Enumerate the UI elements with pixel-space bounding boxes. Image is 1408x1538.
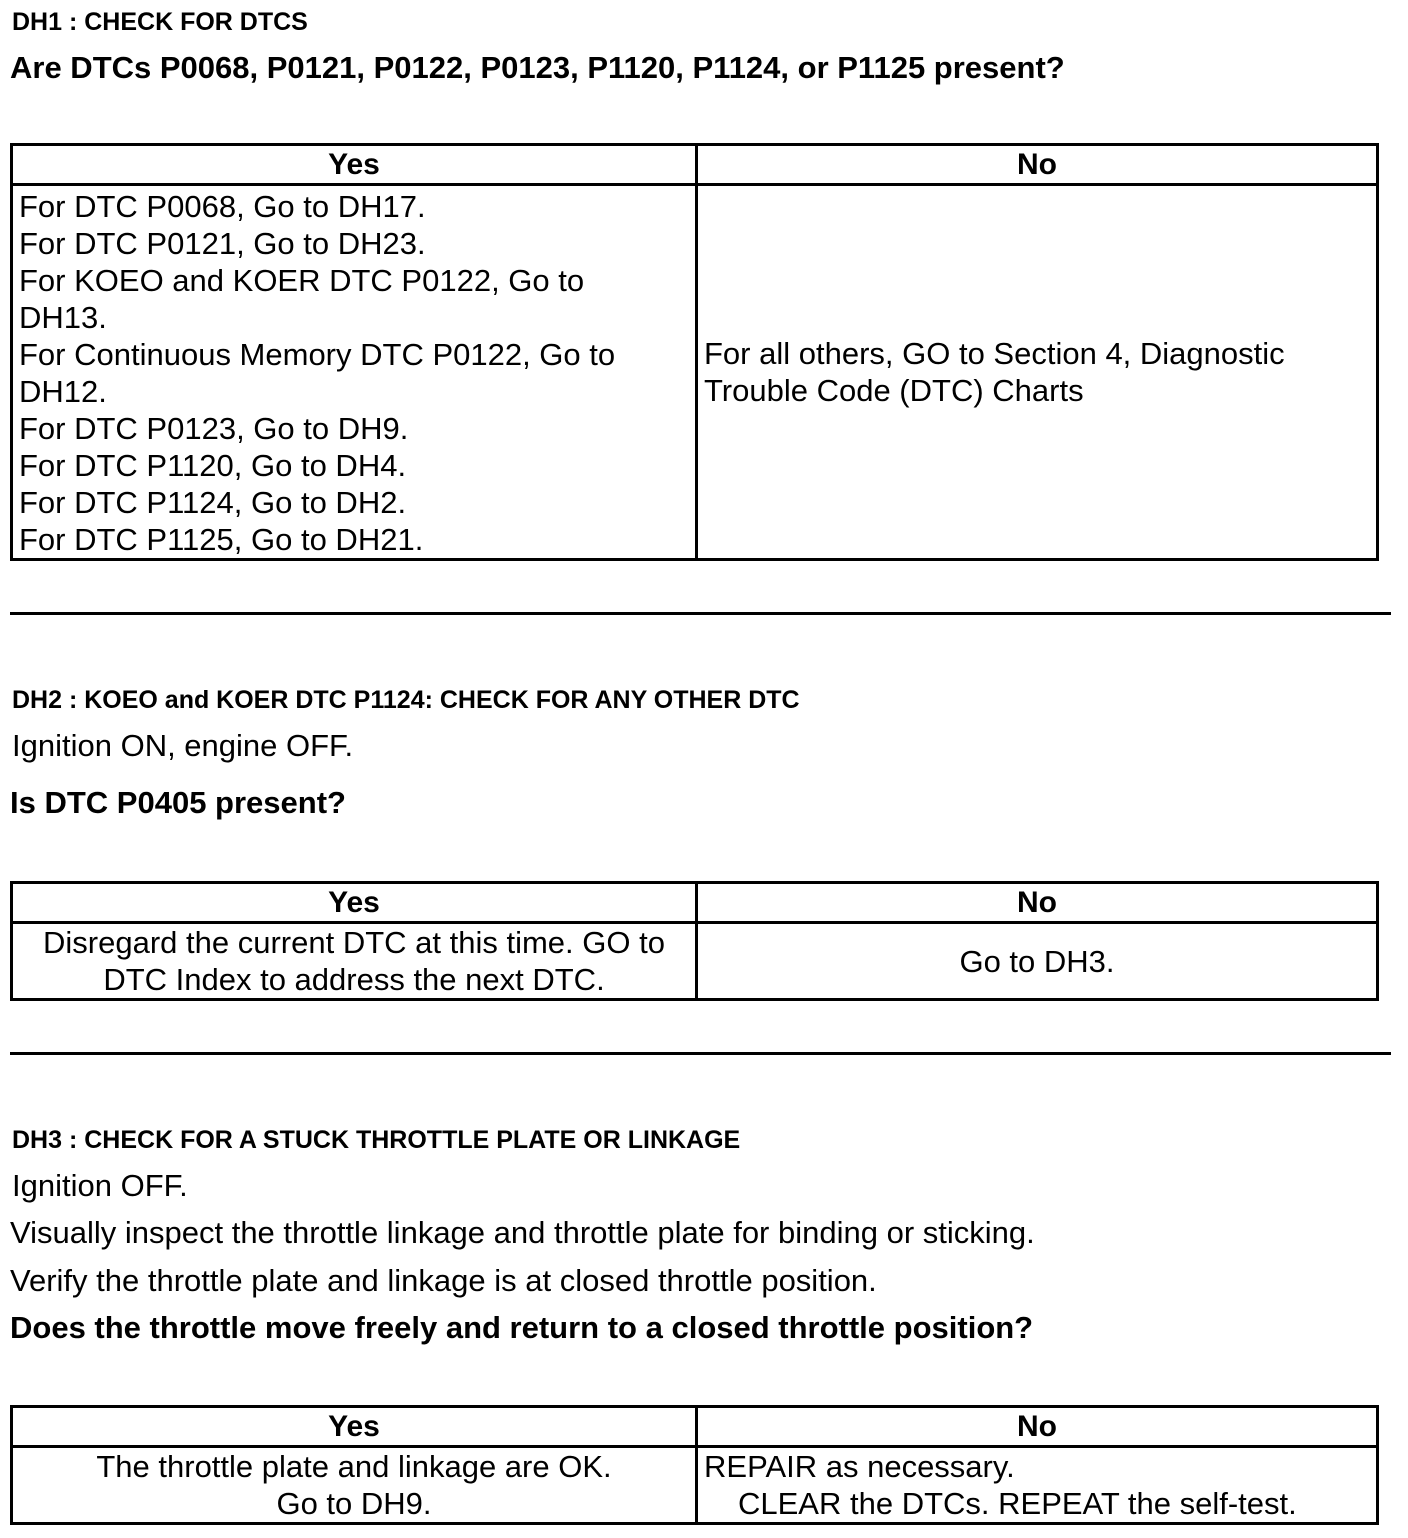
dh3-table [10,1405,1379,1525]
yes-line: DTC Index to address the next DTC. [103,962,605,997]
dh3-step: Ignition OFF. [12,1168,188,1203]
dh3-question: Does the throttle move freely and return to a closed throttle position? [10,1310,1034,1345]
section-divider [10,612,1391,615]
dh1-heading: DH1 : CHECK FOR DTCS [12,8,308,36]
no-cell [697,923,1378,1000]
no-cell [697,185,1378,560]
yes-header: Yes [12,1407,697,1447]
yes-line: DH13. [19,300,107,335]
yes-line: For DTC P1120, Go to DH4. [19,448,407,483]
no-header: No [697,883,1378,923]
yes-line: For Continuous Memory DTC P0122, Go to [19,337,616,372]
yes-header: Yes [12,145,697,185]
yes-line: For DTC P0068, Go to DH17. [19,189,426,224]
dh2-question: Is DTC P0405 present? [10,785,346,820]
dh3-step: Visually inspect the throttle linkage and throttle plate for binding or sticking. [10,1215,1035,1250]
yes-line: Go to DH9. [276,1486,432,1521]
no-line: Go to DH3. [959,943,1115,979]
yes-line: For DTC P0123, Go to DH9. [19,411,409,446]
yes-cell [12,1447,697,1524]
dh1-table [10,143,1379,561]
section-divider [10,1052,1391,1055]
dh2-table [10,881,1379,1001]
yes-line: For KOEO and KOER DTC P0122, Go to [19,263,585,298]
yes-line: The throttle plate and linkage are OK. [96,1449,612,1484]
no-header: No [697,1407,1378,1447]
dh1-question: Are DTCs P0068, P0121, P0122, P0123, P1120, P1124, or P1125 present? [10,50,1065,85]
yes-line: For DTC P1124, Go to DH2. [19,485,407,520]
yes-line: For DTC P1125, Go to DH21. [19,522,424,557]
no-line: For all others, GO to Section 4, Diagnostic [704,336,1285,371]
no-header: No [697,145,1378,185]
yes-line: Disregard the current DTC at this time. GO to [43,925,665,960]
no-line: REPAIR as necessary. [704,1449,1015,1484]
no-cell [697,1447,1378,1524]
no-line: Trouble Code (DTC) Charts [704,373,1084,408]
dh3-step: Verify the throttle plate and linkage is at closed throttle position. [10,1263,877,1298]
yes-cell [12,185,697,560]
yes-line: DH12. [19,374,107,409]
no-line: CLEAR the DTCs. REPEAT the self-test. [738,1486,1297,1521]
dh2-heading: DH2 : KOEO and KOER DTC P1124: CHECK FOR ANY OTHER DTC [12,686,800,714]
dh3-heading: DH3 : CHECK FOR A STUCK THROTTLE PLATE OR LINKAGE [12,1126,741,1154]
dh2-step: Ignition ON, engine OFF. [12,728,354,763]
yes-cell [12,923,697,1000]
yes-line: For DTC P0121, Go to DH23. [19,226,426,261]
yes-header: Yes [12,883,697,923]
